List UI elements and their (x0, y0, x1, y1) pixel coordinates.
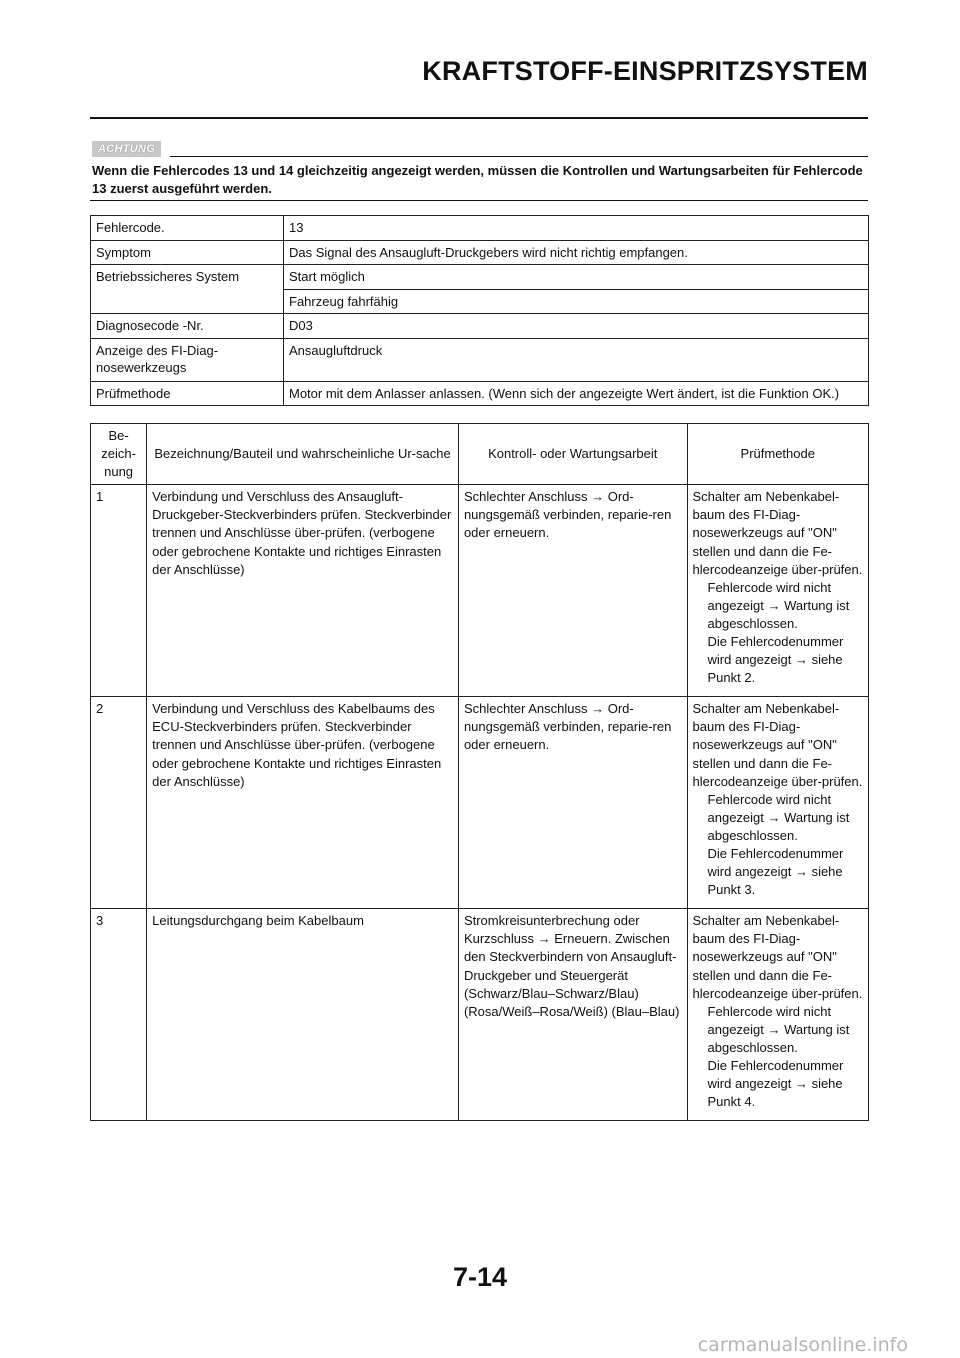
page-number: 7-14 (452, 1262, 508, 1292)
step-method (687, 909, 868, 1121)
info-row-anzeige (91, 338, 869, 381)
page-title: KRAFTSTOFF-EINSPRITZSYSTEM (422, 56, 868, 86)
info-row-diag (91, 314, 869, 339)
step-method-next: Die Fehlercodenummer wird angezeigt → siehe Punkt 4. (707, 1058, 844, 1110)
step-action: Schlechter Anschluss → Ord-nungsgemäß verbinden, reparie-ren oder erneuern. (458, 485, 687, 697)
step-cause: Verbindung und Verschluss des Kabelbaums des ECU-Steckverbinders prüfen. Steckverbinder trennen und Anschlüsse über-prüfen. (verbogene oder gebrochene Kontakte und richtiges Einrasten der Anschlüsse) (147, 697, 459, 909)
step-num: 1 (91, 485, 147, 697)
info-value: Start möglich (284, 265, 869, 290)
steps-header-row (91, 424, 869, 485)
step-method (687, 485, 868, 697)
info-value: 13 (284, 216, 869, 241)
col-header-cause: Bezeichnung/Bauteil und wahrscheinliche Ur-sache (147, 424, 459, 485)
step-cause: Leitungsdurchgang beim Kabelbaum (147, 909, 459, 1121)
info-row-fehlercode (91, 216, 869, 241)
step-method-main: Schalter am Nebenkabel-baum des FI-Diag-nosewerkzeugs auf "ON" stellen und dann die Fe-hlercodeanzeige über-prüfen. (692, 913, 863, 1001)
info-label: Betriebssicheres System (91, 265, 284, 290)
info-value: Ansaugluftdruck (284, 338, 869, 381)
notice-tag: ACHTUNG (92, 141, 161, 157)
header-rule (90, 117, 868, 119)
step-action: Stromkreisunterbrechung oder Kurzschluss → Erneuern. Zwischen den Steckverbindern von Ansaugluft-Druckgeber und Steuergerät (Schwarz/Blau–Schwarz/Blau) (Rosa/Weiß–Rosa/Weiß) (Blau–Blau) (458, 909, 687, 1121)
steps-table (90, 423, 869, 1121)
notice-rule (170, 156, 868, 157)
info-value: Fahrzeug fahrfähig (284, 289, 869, 314)
step-action: Schlechter Anschluss → Ord-nungsgemäß verbinden, reparie-ren oder erneuern. (458, 697, 687, 909)
notice-bottom-rule (90, 200, 868, 201)
info-value: Das Signal des Ansaugluft-Druckgebers wird nicht richtig empfangen. (284, 240, 869, 265)
info-row-symptom (91, 240, 869, 265)
info-label: Anzeige des FI-Diag-nosewerkzeugs (91, 338, 284, 381)
watermark: carmanualsonline.info (697, 1334, 908, 1356)
step-num: 3 (91, 909, 147, 1121)
step-num: 2 (91, 697, 147, 909)
notice-text: Wenn die Fehlercodes 13 und 14 gleichzeitig angezeigt werden, müssen die Kontrollen und Wartungsarbeiten für Fehlercode 13 zuerst ausgeführt werden. (92, 163, 863, 196)
step-method-ok: Fehlercode wird nicht angezeigt → Wartung ist abgeschlossen. (707, 1003, 850, 1055)
info-label: Symptom (91, 240, 284, 265)
col-header-method: Prüfmethode (687, 424, 868, 485)
step-row-2 (91, 697, 869, 909)
info-label: Fehlercode. (91, 216, 284, 241)
info-row-system-2 (91, 289, 869, 314)
info-label: Prüfmethode (91, 381, 284, 406)
info-table (90, 215, 869, 406)
step-method-next: Die Fehlercodenummer wird angezeigt → siehe Punkt 3. (707, 846, 844, 898)
step-cause: Verbindung und Verschluss des Ansaugluft-Druckgeber-Steckverbinders prüfen. Steckverbinder trennen und Anschlüsse über-prüfen. (verbogene oder gebrochene Kontakte und richtiges Einrasten der Anschlüsse) (147, 485, 459, 697)
info-value: Motor mit dem Anlasser anlassen. (Wenn sich der angezeigte Wert ändert, ist die Funktion OK.) (284, 381, 869, 406)
step-method-ok: Fehlercode wird nicht angezeigt → Wartung ist abgeschlossen. (707, 791, 850, 843)
step-method-ok: Fehlercode wird nicht angezeigt → Wartung ist abgeschlossen. (707, 579, 850, 631)
step-row-1 (91, 485, 869, 697)
step-method-next: Die Fehlercodenummer wird angezeigt → siehe Punkt 2. (707, 634, 844, 686)
step-row-3 (91, 909, 869, 1121)
col-header-num: Be-zeich-nung (91, 424, 147, 485)
info-label-empty (91, 289, 284, 314)
step-method (687, 697, 868, 909)
info-row-system (91, 265, 869, 290)
step-method-main: Schalter am Nebenkabel-baum des FI-Diag-nosewerkzeugs auf "ON" stellen und dann die Fe-hlercodeanzeige über-prüfen. (692, 489, 863, 577)
info-value: D03 (284, 314, 869, 339)
col-header-action: Kontroll- oder Wartungsarbeit (458, 424, 687, 485)
info-label: Diagnosecode -Nr. (91, 314, 284, 339)
step-method-main: Schalter am Nebenkabel-baum des FI-Diag-nosewerkzeugs auf "ON" stellen und dann die Fe-hlercodeanzeige über-prüfen. (692, 701, 863, 789)
info-row-pruef (91, 381, 869, 406)
